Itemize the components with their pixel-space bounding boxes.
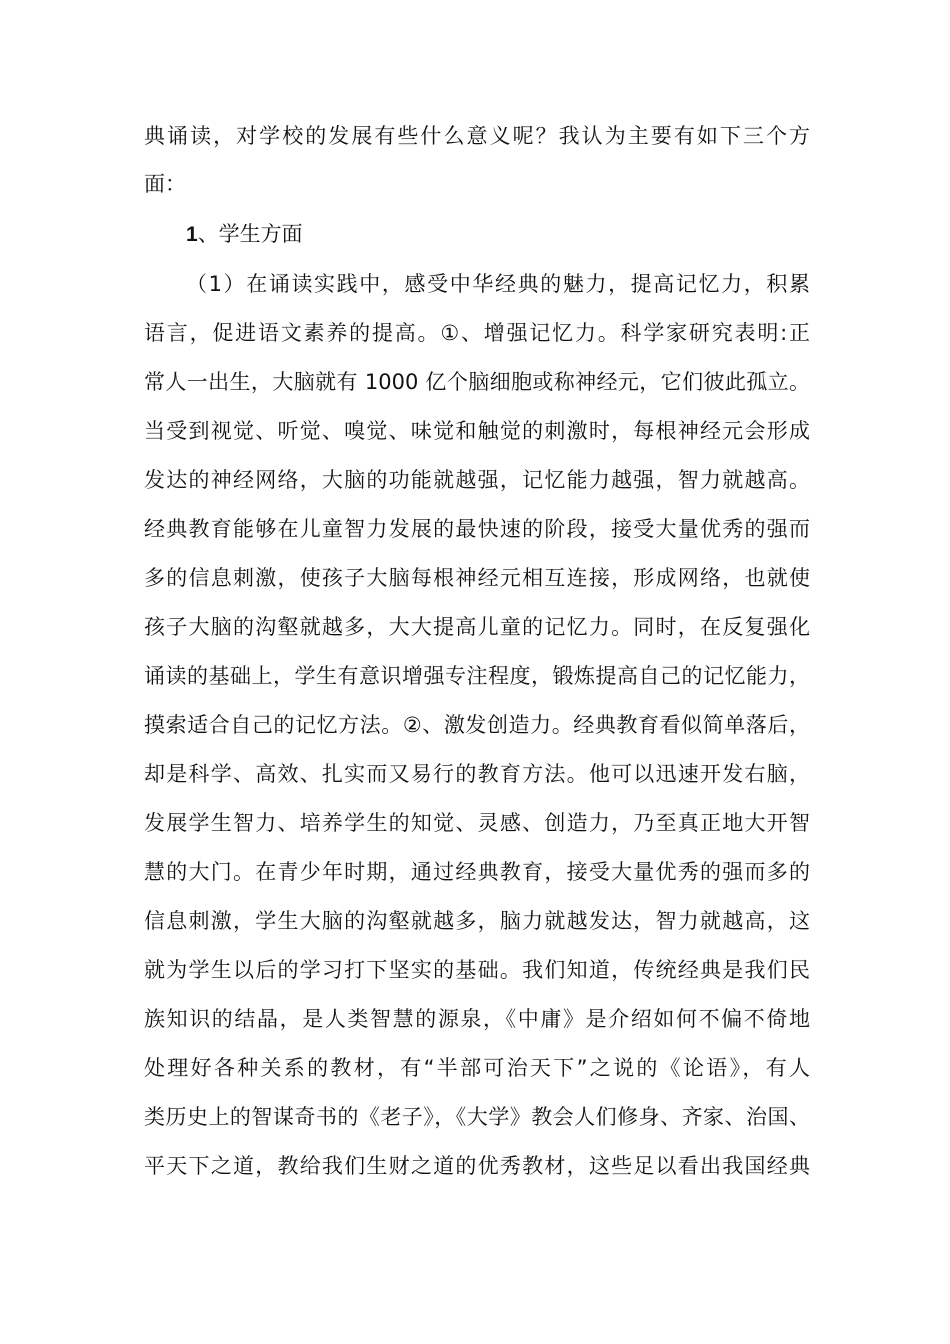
text-line: 常人一出生，大脑就有 1000 亿个脑细胞或称神经元，它们彼此孤立。	[144, 370, 810, 394]
text-line: 就为学生以后的学习打下坚实的基础。我们知道，传统经典是我们民	[144, 958, 810, 982]
text-line: 典诵读，对学校的发展有些什么意义呢？我认为主要有如下三个方	[144, 124, 810, 148]
text-line: 平天下之道，教给我们生财之道的优秀教材，这些足以看出我国经典	[144, 1154, 810, 1178]
text-line: 慧的大门。在青少年时期，通过经典教育，接受大量优秀的强而多的	[144, 860, 810, 884]
text-line: 面：	[144, 172, 186, 196]
section-heading-number: 1	[186, 223, 198, 246]
text-line: 当受到视觉、听觉、嗅觉、味觉和触觉的刺激时，每根神经元会形成	[144, 419, 810, 443]
text-line: 诵读的基础上，学生有意识增强专注程度，锻炼提高自己的记忆能力，	[144, 664, 810, 688]
text-line: 发展学生智力、培养学生的知觉、灵感、创造力，乃至真正地大开智	[144, 811, 810, 835]
text-line: 族知识的结晶，是人类智慧的源泉，《中庸》是介绍如何不偏不倚地	[144, 1007, 810, 1031]
section-heading	[186, 214, 810, 254]
text-line: 却是科学、高效、扎实而又易行的教育方法。他可以迅速开发右脑，	[144, 762, 810, 786]
section-heading-text: 、学生方面	[197, 222, 303, 246]
text-line: 类历史上的智谋奇书的《老子》，《大学》教会人们修身、齐家、治国、	[144, 1105, 810, 1129]
text-line: 经典教育能够在儿童智力发展的最快速的阶段，接受大量优秀的强而	[144, 517, 810, 541]
text-line: 发达的神经网络，大脑的功能就越强，记忆能力越强，智力就越高。	[144, 468, 810, 492]
text-line: 语言，促进语文素养的提高。①、增强记忆力。科学家研究表明:正	[144, 321, 810, 345]
text-line: 摸索适合自己的记忆方法。②、激发创造力。经典教育看似简单落后，	[144, 713, 810, 737]
text-line: 信息刺激，学生大脑的沟壑就越多，脑力就越发达，智力就越高，这	[144, 909, 810, 933]
text-line: 孩子大脑的沟壑就越多，大大提高儿童的记忆力。同时，在反复强化	[144, 615, 810, 639]
text-line: 处理好各种关系的教材，有“半部可治天下”之说的《论语》，有人	[144, 1056, 810, 1080]
text-line: （1）在诵读实践中，感受中华经典的魅力，提高记忆力，积累	[186, 272, 810, 296]
text-line: 多的信息刺激，使孩子大脑每根神经元相互连接，形成网络，也就使	[144, 566, 810, 590]
